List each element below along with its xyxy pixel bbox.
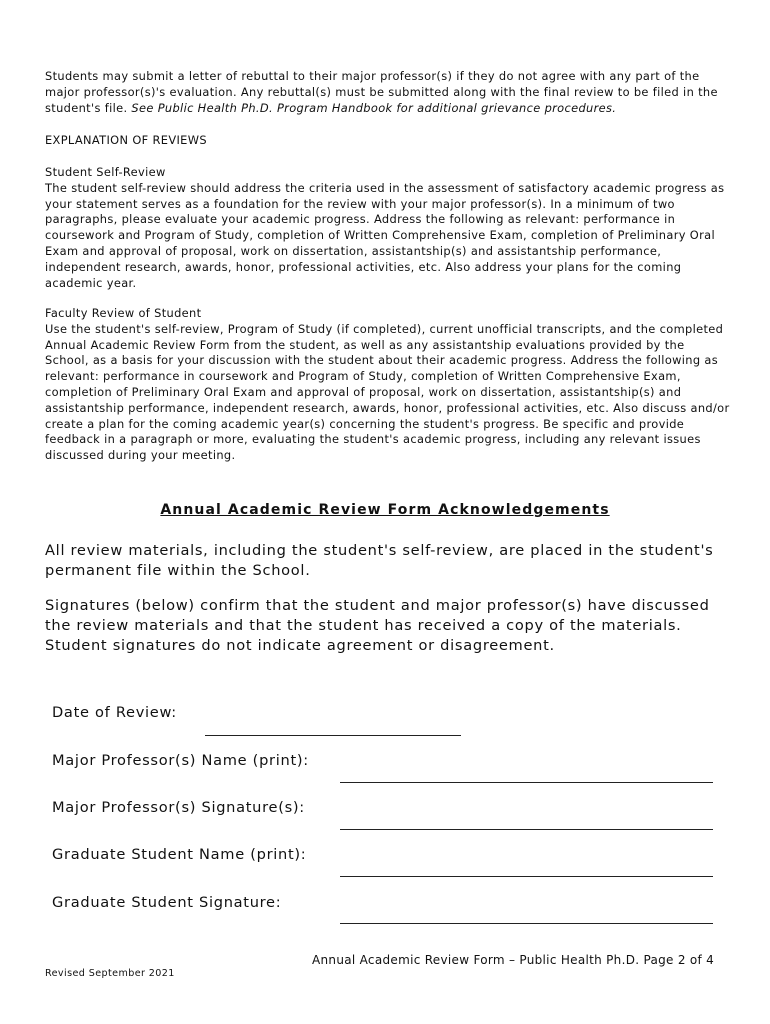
professor-signature-label: Major Professor(s) Signature(s): — [52, 799, 305, 816]
acknowledgements-heading: Annual Academic Review Form Acknowledgements — [160, 502, 610, 518]
signatures-statement: Signatures (below) confirm that the student and major professor(s) have discussed the review materials and that the student has received a copy of the materials. Student signatures do not indicate agreement or disagreement. — [45, 597, 710, 654]
student-signature-line[interactable] — [340, 923, 713, 924]
professor-name-label: Major Professor(s) Name (print): — [52, 752, 309, 769]
professor-name-line[interactable] — [340, 782, 713, 783]
date-of-review-label: Date of Review: — [52, 704, 177, 721]
student-name-line[interactable] — [340, 876, 713, 877]
faculty-review-section — [45, 306, 730, 464]
rebuttal-text: Students may submit a letter of rebuttal to their major professor(s) if they do not agree with any part of the major professor(s)'s evaluation. Any rebuttal(s) must be submitted along with the final review to be filed in the student's file. — [45, 69, 718, 115]
footer-revised-date: Revised September 2021 — [45, 968, 175, 979]
professor-signature-line[interactable] — [340, 829, 713, 830]
self-review-title: Student Self-Review — [45, 165, 166, 179]
footer-page-info: Annual Academic Review Form – Public Health Ph.D. Page 2 of 4 — [312, 953, 715, 967]
self-review-body: The student self-review should address the criteria used in the assessment of satisfactory academic progress as your statement serves as a foundation for the review with your major professor(s). In a minimum of two paragraphs, please evaluate your academic progress. Address the following as relevant: performance in coursework and Program of Study, completion of Written Comprehensive Exam, completion of Preliminary Oral Exam and approval of proposal, work on dissertation, assistantship(s) and assistantship performance, independent research, awards, honor, professional activities, etc. Also address your plans for the coming academic year. — [45, 180, 725, 290]
rebuttal-handbook-reference: See Public Health Ph.D. Program Handbook for additional grievance procedures. — [131, 100, 617, 115]
faculty-review-body: Use the student's self-review, Program of Study (if completed), current unofficial transcripts, and the completed Annual Academic Review Form from the student, as well as any assistantship evaluations provided by the School, as a basis for your discussion with the student about their academic progress. Address the following as relevant: performance in coursework and Program of Study, completion of Written Comprehensive Exam, completion of Preliminary Oral Exam and approval of proposal, work on dissertation, assistantship(s) and assistantship performance, independent research, awards, honor, professional activities, etc. Also discuss and/or create a plan for the coming academic year(s) concerning the student's progress. Be specific and provide feedback in a paragraph or more, evaluating the student's academic progress, including any relevant issues discussed during your meeting. — [45, 321, 730, 463]
student-name-label: Graduate Student Name (print): — [52, 846, 307, 863]
materials-statement: All review materials, including the student's self-review, are placed in the student's permanent file within the School. — [45, 542, 714, 579]
explanation-heading: EXPLANATION OF REVIEWS — [45, 133, 207, 147]
rebuttal-paragraph — [45, 69, 725, 116]
student-signature-label: Graduate Student Signature: — [52, 894, 282, 911]
faculty-review-title: Faculty Review of Student — [45, 306, 202, 320]
self-review-section — [45, 165, 730, 291]
date-of-review-line[interactable] — [205, 735, 461, 736]
